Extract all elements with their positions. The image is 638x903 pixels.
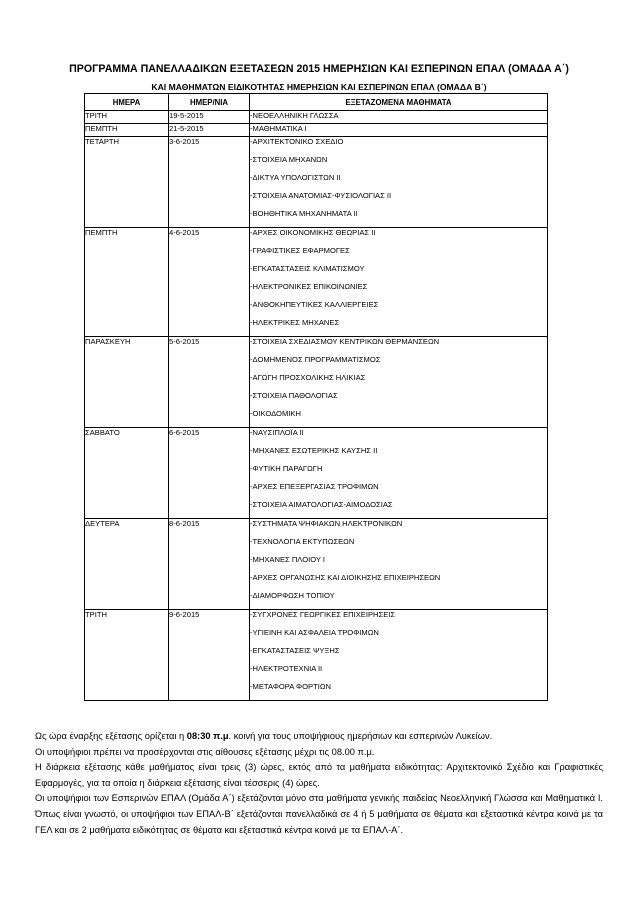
cell-subjects <box>250 137 548 228</box>
subject-item: -ΑΝΘΟΚΗΠΕΥΤΙΚΕΣ ΚΑΛΛΙΕΡΓΕΙΕΣ <box>250 300 379 309</box>
table-header-row <box>85 94 548 111</box>
subject-item: -ΜΑΘΗΜΑΤΙΚΑ Ι <box>250 124 307 133</box>
subject-item: -ΑΡΧΕΣ ΕΠΕΞΕΡΓΑΣΙΑΣ ΤΡΟΦΙΜΩΝ <box>250 482 379 491</box>
note-start-time-value: 08:30 π.μ <box>186 731 229 741</box>
subject-item: -ΑΓΩΓΗ ΠΡΟΣΧΟΛΙΚΗΣ ΗΛΙΚΙΑΣ <box>250 373 366 382</box>
cell-day: ΔΕΥΤΕΡΑ <box>85 519 169 610</box>
cell-subjects <box>250 519 548 610</box>
subject-item: -ΣΥΓΧΡΟΝΕΣ ΓΕΩΡΓΙΚΕΣ ΕΠΙΧΕΙΡΗΣΕΙΣ <box>250 610 396 619</box>
cell-day: ΠΕΜΠΤΗ <box>85 124 169 137</box>
cell-date: 3-6-2015 <box>169 137 250 228</box>
subject-item: -ΟΙΚΟΔΟΜΙΚΗ <box>250 409 301 418</box>
cell-day: ΤΡΙΤΗ <box>85 610 169 701</box>
subject-item: -ΔΙΚΤΥΑ ΥΠΟΛΟΓΙΣΤΩΝ ΙΙ <box>250 173 341 182</box>
note-evening: Οι υποψήφιοι των Εσπερινών ΕΠΑΛ (Ομάδα Α΄) εξετάζονται μόνο στα μαθήματα γενικής παιδείας Νεοελληνική Γλώσσα και Μαθηματικά Ι. Όπως είναι γνωστό, οι υποψήφιοι των ΕΠΑΛ-Β΄ εξετάζονται πανελλαδικά σε 4 ή 5 μαθήματα σε θέματα και εξεταστικά κέντρα κοινά με τα ΓΕΛ και σε 2 μαθήματα ειδικότητας σε θέματα και εξεταστικά κέντρα κοινά με τα ΕΠΑΛ-Α΄. <box>35 793 603 835</box>
subject-item: -ΒΟΗΘΗΤΙΚΑ ΜΗΧΑΝΗΜΑΤΑ ΙΙ <box>250 209 358 218</box>
cell-date: 9-6-2015 <box>169 610 250 701</box>
table-row <box>85 228 548 337</box>
subject-item: -ΜΕΤΑΦΟΡΑ ΦΟΡΤΙΩΝ <box>250 682 332 691</box>
table-row <box>85 124 548 137</box>
cell-day: ΤΡΙΤΗ <box>85 111 169 124</box>
subject-item: -ΑΡΧΕΣ ΟΙΚΟΝΟΜΙΚΗΣ ΘΕΩΡΙΑΣ ΙΙ <box>250 228 376 237</box>
subject-item: -ΑΡΧΙΤΕΚΤΟΝΙΚΟ ΣΧΕΔΙΟ <box>250 137 344 146</box>
subject-item: -ΜΗΧΑΝΕΣ ΠΛΟΙΟΥ Ι <box>250 555 326 564</box>
note-duration: Η διάρκεια εξέτασης κάθε μαθήματος είναι τρεις (3) ώρες, εκτός από τα μαθήματα ειδικότητας: Αρχιτεκτονικό Σχέδιο και Γραφιστικές Εφαρμογές, για τα οποία η διάρκεια εξέτασης είναι τέσσερις (4) ώρες. <box>35 762 603 788</box>
cell-date: 6-6-2015 <box>169 428 250 519</box>
cell-date: 8-6-2015 <box>169 519 250 610</box>
document-subtitle: ΚΑΙ ΜΑΘΗΜΑΤΩΝ ΕΙΔΙΚΟΤΗΤΑΣ ΗΜΕΡΗΣΙΩΝ ΚΑΙ ΕΣΠΕΡΙΝΩΝ ΕΠΑΛ (ΟΜΑΔΑ Β΄) <box>151 82 487 92</box>
note-arrival: Οι υποψήφιοι πρέπει να προσέρχονται στις αίθουσες εξέτασης μέχρι τις 08.00 π.μ. <box>35 746 375 757</box>
cell-subjects <box>250 610 548 701</box>
header-date: ΗΜΕΡ/ΝΙΑ <box>169 94 250 111</box>
header-day: ΗΜΕΡΑ <box>85 94 169 111</box>
cell-subjects <box>250 337 548 428</box>
note-start-time <box>35 729 603 745</box>
cell-subjects <box>250 111 548 124</box>
subject-item: -ΣΤΟΙΧΕΙΑ ΜΗΧΑΝΩΝ <box>250 155 328 164</box>
cell-day: ΠΑΡΑΣΚΕΥΗ <box>85 337 169 428</box>
subject-item: -ΝΑΥΣΙΠΛΟΪΑ ΙΙ <box>250 428 304 437</box>
subject-item: -ΣΥΣΤΗΜΑΤΑ ΨΗΦΙΑΚΩΝ ΗΛΕΚΤΡΟΝΙΚΩΝ <box>250 519 403 528</box>
subject-item: -ΗΛΕΚΤΡΟΤΕΧΝΙΑ ΙΙ <box>250 664 323 673</box>
cell-date: 5-6-2015 <box>169 337 250 428</box>
cell-day: ΠΕΜΠΤΗ <box>85 228 169 337</box>
subject-item: -ΜΗΧΑΝΕΣ ΕΣΩΤΕΡΙΚΗΣ ΚΑΥΣΗΣ ΙΙ <box>250 446 378 455</box>
table-row <box>85 519 548 610</box>
note-start-before: Ως ώρα έναρξης εξέτασης ορίζεται η <box>35 731 187 741</box>
subject-item: -ΣΤΟΙΧΕΙΑ ΑΝΑΤΟΜΙΑΣ-ΦΥΣΙΟΛΟΓΙΑΣ ΙΙ <box>250 191 392 200</box>
exam-schedule-table <box>84 93 548 701</box>
subject-item: -ΣΤΟΙΧΕΙΑ ΑΙΜΑΤΟΛΟΓΙΑΣ-ΑΙΜΟΔΟΣΙΑΣ <box>250 500 393 509</box>
subject-item: -ΣΤΟΙΧΕΙΑ ΠΑΘΟΛΟΓΙΑΣ <box>250 391 338 400</box>
subject-item: -ΣΤΟΙΧΕΙΑ ΣΧΕΔΙΑΣΜΟΥ ΚΕΝΤΡΙΚΩΝ ΘΕΡΜΑΝΣΕΩΝ <box>250 337 440 346</box>
table-row <box>85 610 548 701</box>
table-body <box>85 111 548 701</box>
header-subjects: ΕΞΕΤΑΖΟΜΕΝΑ ΜΑΘΗΜΑΤΑ <box>250 94 548 111</box>
subject-item: -ΕΓΚΑΤΑΣΤΑΣΕΙΣ ΚΛΙΜΑΤΙΣΜΟΥ <box>250 264 365 273</box>
cell-day: ΣΑΒΒΑΤΟ <box>85 428 169 519</box>
table-row <box>85 111 548 124</box>
subject-item: -ΗΛΕΚΤΡΟΝΙΚΕΣ ΕΠΙΚΟΙΝΩΝΙΕΣ <box>250 282 368 291</box>
cell-date: 19-5-2015 <box>169 111 250 124</box>
cell-subjects <box>250 228 548 337</box>
cell-subjects <box>250 124 548 137</box>
table-row <box>85 428 548 519</box>
table-row <box>85 137 548 228</box>
subject-item: -ΓΡΑΦΙΣΤΙΚΕΣ ΕΦΑΡΜΟΓΕΣ <box>250 246 350 255</box>
note-start-after: . κοινή για τους υποψήφιους ημερήσιων και εσπερινών Λυκείων. <box>228 731 493 741</box>
notes-section <box>35 729 603 838</box>
subject-item: -ΑΡΧΕΣ ΟΡΓΑΝΩΣΗΣ ΚΑΙ ΔΙΟΙΚΗΣΗΣ ΕΠΙΧΕΙΡΗΣΕΩΝ <box>250 573 441 582</box>
subject-item: -ΝΕΟΕΛΛΗΝΙΚΗ ΓΛΩΣΣΑ <box>250 111 339 120</box>
document-title: ΠΡΟΓΡΑΜΜΑ ΠΑΝΕΛΛΑΔΙΚΩΝ ΕΞΕΤΑΣΕΩΝ 2015 ΗΜΕΡΗΣΙΩΝ ΚΑΙ ΕΣΠΕΡΙΝΩΝ ΕΠΑΛ (ΟΜΑΔΑ Α΄) <box>69 63 569 75</box>
subject-item: -ΔΟΜΗΜΕΝΟΣ ΠΡΟΓΡΑΜΜΑΤΙΣΜΟΣ <box>250 355 381 364</box>
cell-subjects <box>250 428 548 519</box>
table-row <box>85 337 548 428</box>
cell-date: 4-6-2015 <box>169 228 250 337</box>
subject-item: -ΦΥΤΙΚΗ ΠΑΡΑΓΩΓΗ <box>250 464 323 473</box>
cell-date: 21-5-2015 <box>169 124 250 137</box>
subject-item: -ΥΓΙΕΙΝΗ ΚΑΙ ΑΣΦΑΛΕΙΑ ΤΡΟΦΙΜΩΝ <box>250 628 379 637</box>
cell-day: ΤΕΤΑΡΤΗ <box>85 137 169 228</box>
subject-item: -ΤΕΧΝΟΛΟΓΙΑ ΕΚΤΥΠΩΣΕΩΝ <box>250 537 355 546</box>
subject-item: -ΕΓΚΑΤΑΣΤΑΣΕΙΣ ΨΥΞΗΣ <box>250 646 340 655</box>
subject-item: -ΗΛΕΚΤΡΙΚΕΣ ΜΗΧΑΝΕΣ <box>250 318 340 327</box>
subject-item: -ΔΙΑΜΟΡΦΩΣΗ ΤΟΠΙΟΥ <box>250 591 335 600</box>
